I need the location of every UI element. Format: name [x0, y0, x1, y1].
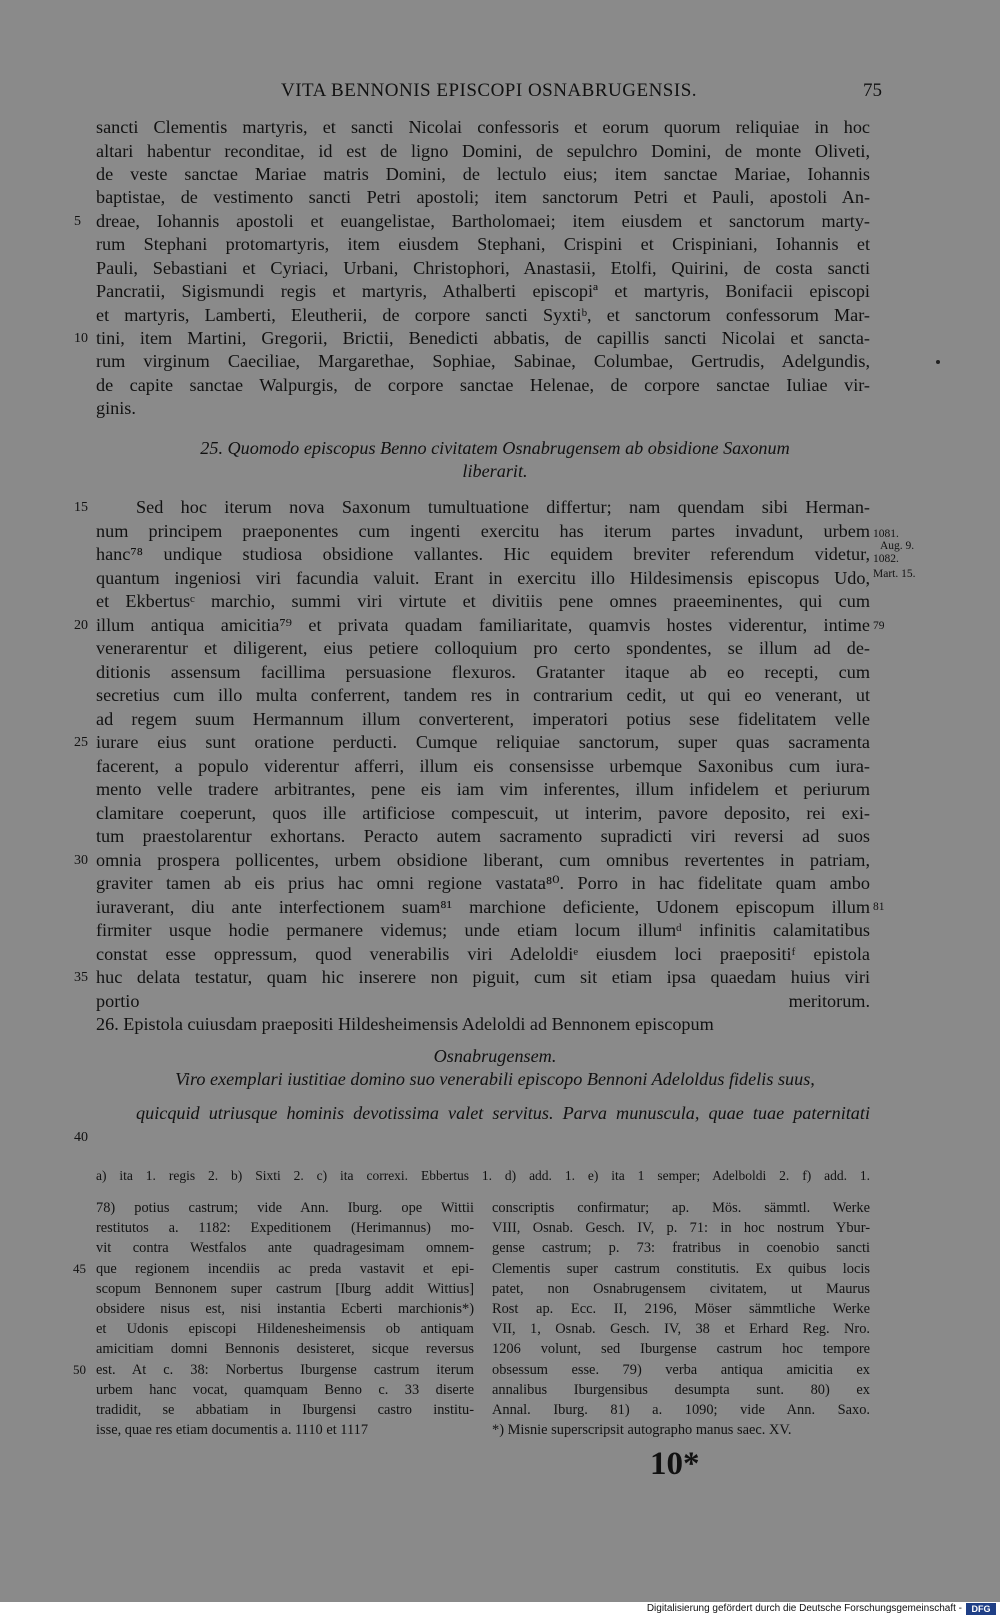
footnote-line: conscriptis confirmatur; ap. Mös. sämmtl. Werke — [492, 1200, 870, 1216]
footnote-line: tradidit, se abbatiam in Iburgensi castro institu- — [96, 1402, 474, 1418]
text-line: facerent, a populo viderentur afferri, illum eis consensisse urbemque Saxonibus cum iura- — [96, 756, 870, 776]
dfg-logo: DFG — [966, 1603, 996, 1615]
text-line: constat esse oppressum, quod venerabilis viri Adeloldiᵉ eiusdem loci praepositiᶠ epistola — [96, 944, 870, 964]
footnote-line: que regionem incendiis ac preda vastavit et epi- — [96, 1260, 474, 1277]
text-line: portio meritorum. — [96, 991, 870, 1011]
line-number: 30 — [74, 853, 88, 868]
text-line: 26. Epistola cuiusdam praepositi Hildesheimensis Adeloldi ad Bennonem episcopum — [96, 1014, 714, 1034]
footnote-line: 78) potius castrum; vide Ann. Iburg. ope Wittii — [96, 1200, 474, 1216]
running-header — [96, 80, 882, 104]
text-line: huc delata testatur, quam hic inserere non piguit, cum sit etiam ipsa quaedam huius viri — [96, 967, 870, 987]
footer-text: Digitalisierung gefördert durch die Deutsche Forschungsgemeinschaft - — [646, 1603, 962, 1614]
speck-mark — [936, 360, 940, 364]
text-line: mento velle tradere arbitrantes, pene eis iam vim inferentes, illum infidelem et periurum — [96, 779, 870, 799]
text-line: de veste sanctae Mariae matris Domini, de lectulo eius; item sanctae Mariae, Iohannis — [96, 164, 870, 184]
footnote-line: vit contra Westfalos ante quadragesimam omnem- — [96, 1240, 474, 1257]
critical-apparatus: a) ita 1. regis 2. b) Sixti 2. c) ita correxi. Ebbertus 1. d) add. 1. e) ita 1 semper; Adelboldi 2. f) add. 1. — [96, 1168, 870, 1183]
footnote-line: obsessum esse. 79) verba antiqua amicitia ex — [492, 1361, 870, 1378]
digitization-footer — [0, 1602, 1000, 1616]
text-line: 25. Quomodo episcopus Benno civitatem Osnabrugensem ab obsidione Saxonum — [200, 438, 790, 458]
text-line: num principem praeponentes cum ingenti exercitu has iterum partes invadunt, urbem — [96, 521, 870, 541]
footnote-line: obsidere nisus est, nisi instantia Ecberti marchionis*) — [96, 1301, 474, 1317]
text-line: graviter tamen ab eis prius hac omni regione vastata⁸⁰. Porro in hac fidelitate quam ambo — [96, 873, 870, 893]
footnote-line: est. At c. 38: Norbertus Iburgense castrum iterum — [96, 1361, 474, 1378]
running-title: VITA BENNONIS EPISCOPI OSNABRUGENSIS. — [280, 80, 698, 101]
line-number: 25 — [74, 735, 88, 750]
text-line: iuraverant, diu ante interfectionem suam⁸¹ marchione deficiente, Udonem episcopum illum — [96, 897, 870, 917]
text-line: dreae, Iohannis apostoli et euangelistae, Bartholomaei; item eiusdem et sanctorum marty- — [96, 211, 870, 231]
text-line: Viro exemplari iustitiae domino suo venerabili episcopo Bennoni Adeloldus fidelis suus, — [175, 1069, 815, 1089]
text-line: Osnabrugensem. — [433, 1046, 557, 1066]
footnote-line-number: 50 — [73, 1361, 86, 1377]
footnote-line: *) Misnie superscripsit autographo manus saec. XV. — [492, 1422, 792, 1439]
text-line: Pauli, Sebastiani et Cyriaci, Urbani, Christophori, Anastasii, Etolfi, Quirini, de costa sancti — [96, 258, 870, 278]
page-number: 75 — [863, 80, 882, 101]
text-line: liberarit. — [462, 461, 528, 481]
text-line: et Ekbertusᶜ marchio, summi viri virtute et divitiis pene omnes praeeminentes, qui cum — [96, 591, 870, 611]
signature-mark: 10* — [650, 1446, 700, 1482]
text-line: Pancratii, Sigismundi regis et martyris, Athalberti episcopiª et martyris, Bonifacii episcopi — [96, 281, 870, 301]
margin-note: Aug. 9. — [880, 540, 915, 552]
margin-note: 1082. — [873, 553, 899, 565]
line-number: 10 — [74, 331, 88, 346]
text-line: quantum ingeniosi viri facundia valuit. Erant in exercitu illo Hildesimensis episcopus Udo, — [96, 568, 870, 588]
text-line: et martyris, Lamberti, Eleutherii, de corpore sancti Syxtiᵇ, et sanctorum confessorum Mar- — [96, 305, 870, 325]
text-line: firmiter usque hodie permanere videmus; unde etiam locum illumᵈ infinitis calamitatibus — [96, 920, 870, 940]
footnote-line: Rost ap. Ecc. II, 2196, Möser sämmtliche Werke — [492, 1301, 870, 1317]
text-line: baptistae, de vestimento sancti Petri apostoli; item sanctorum Petri et Pauli, apostoli An- — [96, 187, 870, 207]
footnote-line: annalibus Iburgensibus desumpta sunt. 80) ex — [492, 1381, 870, 1398]
text-line: Sed hoc iterum nova Saxonum tumultuatione differtur; nam quendam sibi Herman- — [136, 497, 870, 517]
footnote-line: restitutos a. 1182: Expeditionem (Herimannus) mo- — [96, 1220, 474, 1237]
text-line: secretius cum illo multa conferrent, tandem res in contrarium cedit, ut qui eo venerant, ut — [96, 685, 870, 705]
text-line: tini, item Martini, Gregorii, Brictii, Benedicti abbatis, de capillis sancti Nicolai et sancta- — [96, 328, 870, 348]
text-line: altari habentur reconditae, id est de ligno Domini, de sepulchro Domini, de monte Oliveti, — [96, 141, 870, 161]
footnote-line: scopum Bennonem super castrum [Iburg addit Wittius] — [96, 1280, 474, 1297]
footnote-line: Clementis super castrum constitutis. Ex quibus locis — [492, 1260, 870, 1277]
text-line: venerarentur et diligerent, eius petiere colloquium pro certo spondentes, se illum ad de- — [96, 638, 870, 658]
margin-note: 1081. — [873, 528, 899, 540]
margin-note: Mart. 15. — [873, 568, 916, 580]
text-line: tum praestolarentur exhortans. Peracto autem sacramento supradicti viri reversi ad suos — [96, 826, 870, 846]
text-line: rum Stephani protomartyris, item eiusdem Stephani, Crispini et Crispiniani, Iohannis et — [96, 234, 870, 254]
line-number: 40 — [74, 1130, 88, 1145]
footnote-line: gense castrum; p. 73: fratribus in coenobio sancti — [492, 1240, 870, 1257]
line-number: 15 — [74, 500, 88, 515]
text-line: rum virginum Caeciliae, Margarethae, Sophiae, Sabinae, Columbae, Gertrudis, Adelgundis, — [96, 351, 870, 371]
text-line: clamitare coeperunt, quos ille artificiose compescuit, ut interim, pavore deposito, rei exi- — [96, 803, 870, 823]
footnote-line: 1206 volunt, sed Iburgense castrum hoc tempore — [492, 1341, 870, 1358]
line-number: 5 — [74, 214, 81, 229]
text-line: iurare eius sunt oratione perducti. Cumque reliquiae sanctorum, super quas sacramenta — [96, 732, 870, 752]
footnote-line: VII, 1, Osnab. Gesch. IV, 38 et Erhard Reg. Nro. — [492, 1321, 870, 1338]
text-line: ditionis assensum facillima persuasione flexuros. Gratanter itaque ab eo recepti, cum — [96, 662, 870, 682]
margin-note: 79 — [873, 620, 885, 632]
text-line: ad regem suum Hermannum illum converterent, imperatori potius sese fidelitatem velle — [96, 709, 870, 729]
footnote-line: et Udonis episcopi Hildenesheimensis ob antiquam — [96, 1321, 474, 1338]
text-line: sancti Clementis martyris, et sancti Nicolai confessoris et eorum quorum reliquiae in hoc — [96, 117, 870, 137]
footnote-line: Annal. Iburg. 81) a. 1090; vide Ann. Saxo. — [492, 1402, 870, 1418]
text-line: ginis. — [96, 398, 136, 418]
footnote-line: urbem hanc vocat, quamquam Benno c. 33 diserte — [96, 1381, 474, 1398]
line-number: 20 — [74, 618, 88, 633]
margin-note: 81 — [873, 901, 885, 913]
footnote-line: VIII, Osnab. Gesch. IV, p. 71: in hoc nostrum Ybur- — [492, 1220, 870, 1237]
footnote-line: amicitiam domni Bennonis desisteret, sicque reversus — [96, 1341, 474, 1358]
footnote-line: isse, quae res etiam documentis a. 1110 et 1117 — [96, 1422, 369, 1439]
line-number: 35 — [74, 970, 88, 985]
text-line: de capite sanctae Walpurgis, de corpore sanctae Helenae, de corpore sanctae Iuliae vir- — [96, 375, 870, 395]
footnote-line-number: 45 — [73, 1260, 86, 1276]
footnote-line: patet, non Osnabrugensem civitatem, ut Maurus — [492, 1280, 870, 1297]
text-line: quicquid utriusque hominis devotissima valet servitus. Parva munuscula, quae tuae paternitati — [136, 1103, 870, 1123]
text-line: omnia prospera pollicentes, urbem obsidione liberant, cum omnibus revertentes in patriam, — [96, 850, 870, 870]
text-line: hanc⁷⁸ undique studiosa obsidione vallantes. Hic equidem breviter referendum videtur, — [96, 544, 870, 564]
text-line: illum antiqua amicitia⁷⁹ et privata quadam familiaritate, quamvis hostes viderentur, intime — [96, 615, 870, 635]
